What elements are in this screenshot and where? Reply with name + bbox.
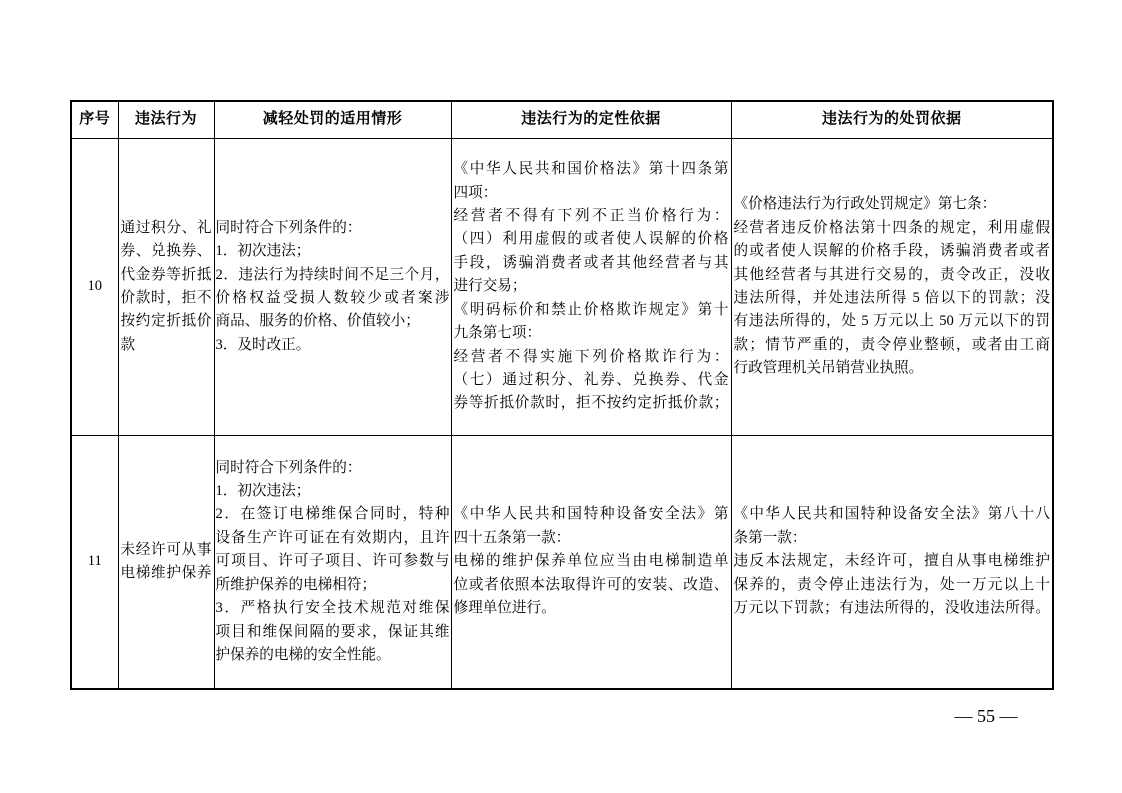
penalty-basis-line: 行政管理机关吊销营业执照。: [733, 360, 924, 377]
violation-cell: [118, 139, 214, 436]
nature-basis-line: 位或者依照本法取得许可的安装、改造、: [453, 576, 729, 593]
header-penalty-basis: 违法行为的处罚依据: [731, 101, 1053, 139]
mitigation-line: 同时符合下列条件的：: [215, 459, 362, 476]
nature-basis-line: （七）通过积分、礼券、兑换券、代金: [453, 371, 729, 388]
nature-basis-line: 进行交易；: [453, 278, 527, 295]
nature-basis-line: 手段，诱骗消费者或者其他经营者与其: [453, 254, 729, 271]
table-body: [71, 139, 1053, 690]
violation-cell: [118, 436, 214, 690]
mitigation-line: 护保养的电梯的安全性能。: [215, 646, 391, 663]
seq-cell: 11: [71, 436, 118, 690]
nature-basis-line: 修理单位进行。: [453, 600, 556, 617]
mitigation-line: 1．初次违法；: [215, 243, 311, 260]
penalty-basis-line: 《中华人民共和国特种设备安全法》第八十八: [733, 506, 1050, 523]
violation-line: 券、兑换券、: [120, 243, 212, 260]
penalty-basis-cell: [731, 436, 1053, 690]
nature-basis-line: 九条第七项：: [453, 325, 542, 342]
seq-cell: 10: [71, 139, 118, 436]
table-row: [71, 436, 1053, 690]
mitigation-line: 2．在签订电梯维保合同时，特种: [215, 506, 450, 523]
penalty-basis-line: 违反本法规定，未经许可，擅自从事电梯维护: [733, 553, 1050, 570]
penalty-basis-line: 条第一款：: [733, 529, 807, 546]
penalty-basis-line: 有违法所得的，处 5 万元以上 50 万元以下的罚: [733, 313, 1050, 330]
table-row: [71, 139, 1053, 436]
penalty-basis-line: 的或者使人误解的价格手段，诱骗消费者或者: [733, 243, 1050, 260]
violation-line: 未经许可从事: [120, 541, 212, 558]
nature-basis-line: 券等折抵价款时，拒不按约定折抵价款；: [453, 395, 729, 412]
nature-basis-line: 《明码标价和禁止价格欺诈规定》第十: [453, 301, 729, 318]
mitigation-line: 所维护保养的电梯相符；: [215, 576, 377, 593]
mitigation-line: 3．严格执行安全技术规范对维保: [215, 600, 450, 617]
header-mitigation: 减轻处罚的适用情形: [214, 101, 451, 139]
header-row: [71, 101, 1053, 139]
penalty-basis-line: 经营者违反价格法第十四条的规定，利用虚假: [733, 219, 1050, 236]
mitigation-line: 2．违法行为持续时间不足三个月，: [215, 266, 450, 283]
nature-basis-line: 经营者不得实施下列价格欺诈行为：: [453, 348, 729, 365]
nature-basis-line: 《中华人民共和国特种设备安全法》第: [453, 506, 729, 523]
penalty-basis-line: 保养的，责令停止违法行为，处一万元以上十: [733, 576, 1050, 593]
mitigation-line: 商品、服务的价格、价值较小；: [215, 313, 420, 330]
mitigation-line: 同时符合下列条件的：: [215, 219, 362, 236]
violation-line: 代金券等折抵: [120, 266, 212, 283]
nature-basis-cell: [451, 436, 731, 690]
nature-basis-line: 《中华人民共和国价格法》第十四条第: [453, 161, 729, 178]
violation-line: 价款时，拒不: [120, 290, 212, 306]
mitigation-cell: [214, 139, 451, 436]
nature-basis-line: 四十五条第一款：: [453, 529, 571, 546]
mitigation-line: 3．及时改正。: [215, 336, 311, 353]
penalty-reduction-table: [70, 100, 1054, 690]
mitigation-line: 价格权益受损人数较少或者案涉: [215, 290, 450, 306]
violation-line: 通过积分、礼: [120, 219, 212, 236]
violation-line: 电梯维护保养: [120, 565, 212, 581]
table-header: [71, 101, 1053, 139]
nature-basis-line: 经营者不得有下列不正当价格行为：: [453, 208, 729, 225]
penalty-basis-line: 款；情节严重的，责令停业整顿，或者由工商: [733, 336, 1050, 353]
penalty-basis-line: 万元以下罚款；有违法所得的，没收违法所得。: [733, 600, 1050, 617]
mitigation-cell: [214, 436, 451, 690]
header-violation: 违法行为: [118, 101, 214, 139]
mitigation-line: 可项目、许可子项目、许可参数与: [215, 553, 450, 570]
page-number: — 55 —: [954, 706, 1018, 726]
mitigation-line: 设备生产许可证在有效期内，且许: [215, 529, 450, 546]
penalty-basis-line: 《价格违法行为行政处罚规定》第七条：: [733, 196, 997, 213]
nature-basis-line: （四）利用虚假的或者使人误解的价格: [453, 231, 729, 248]
mitigation-line: 项目和维保间隔的要求，保证其维: [215, 623, 450, 640]
nature-basis-line: 电梯的维护保养单位应当由电梯制造单: [453, 553, 729, 570]
header-seq: 序号: [71, 101, 118, 139]
penalty-basis-cell: [731, 139, 1053, 436]
nature-basis-cell: [451, 139, 731, 436]
nature-basis-line: 四项：: [453, 184, 498, 201]
mitigation-line: 1．初次违法；: [215, 483, 311, 500]
header-nature-basis: 违法行为的定性依据: [451, 101, 731, 139]
penalty-basis-line: 其他经营者与其进行交易的，责令改正，没收: [733, 266, 1050, 283]
penalty-basis-line: 违法所得，并处违法所得 5 倍以下的罚款；没: [733, 290, 1050, 306]
violation-line: 款: [120, 336, 136, 353]
violation-line: 按约定折抵价: [120, 313, 212, 330]
